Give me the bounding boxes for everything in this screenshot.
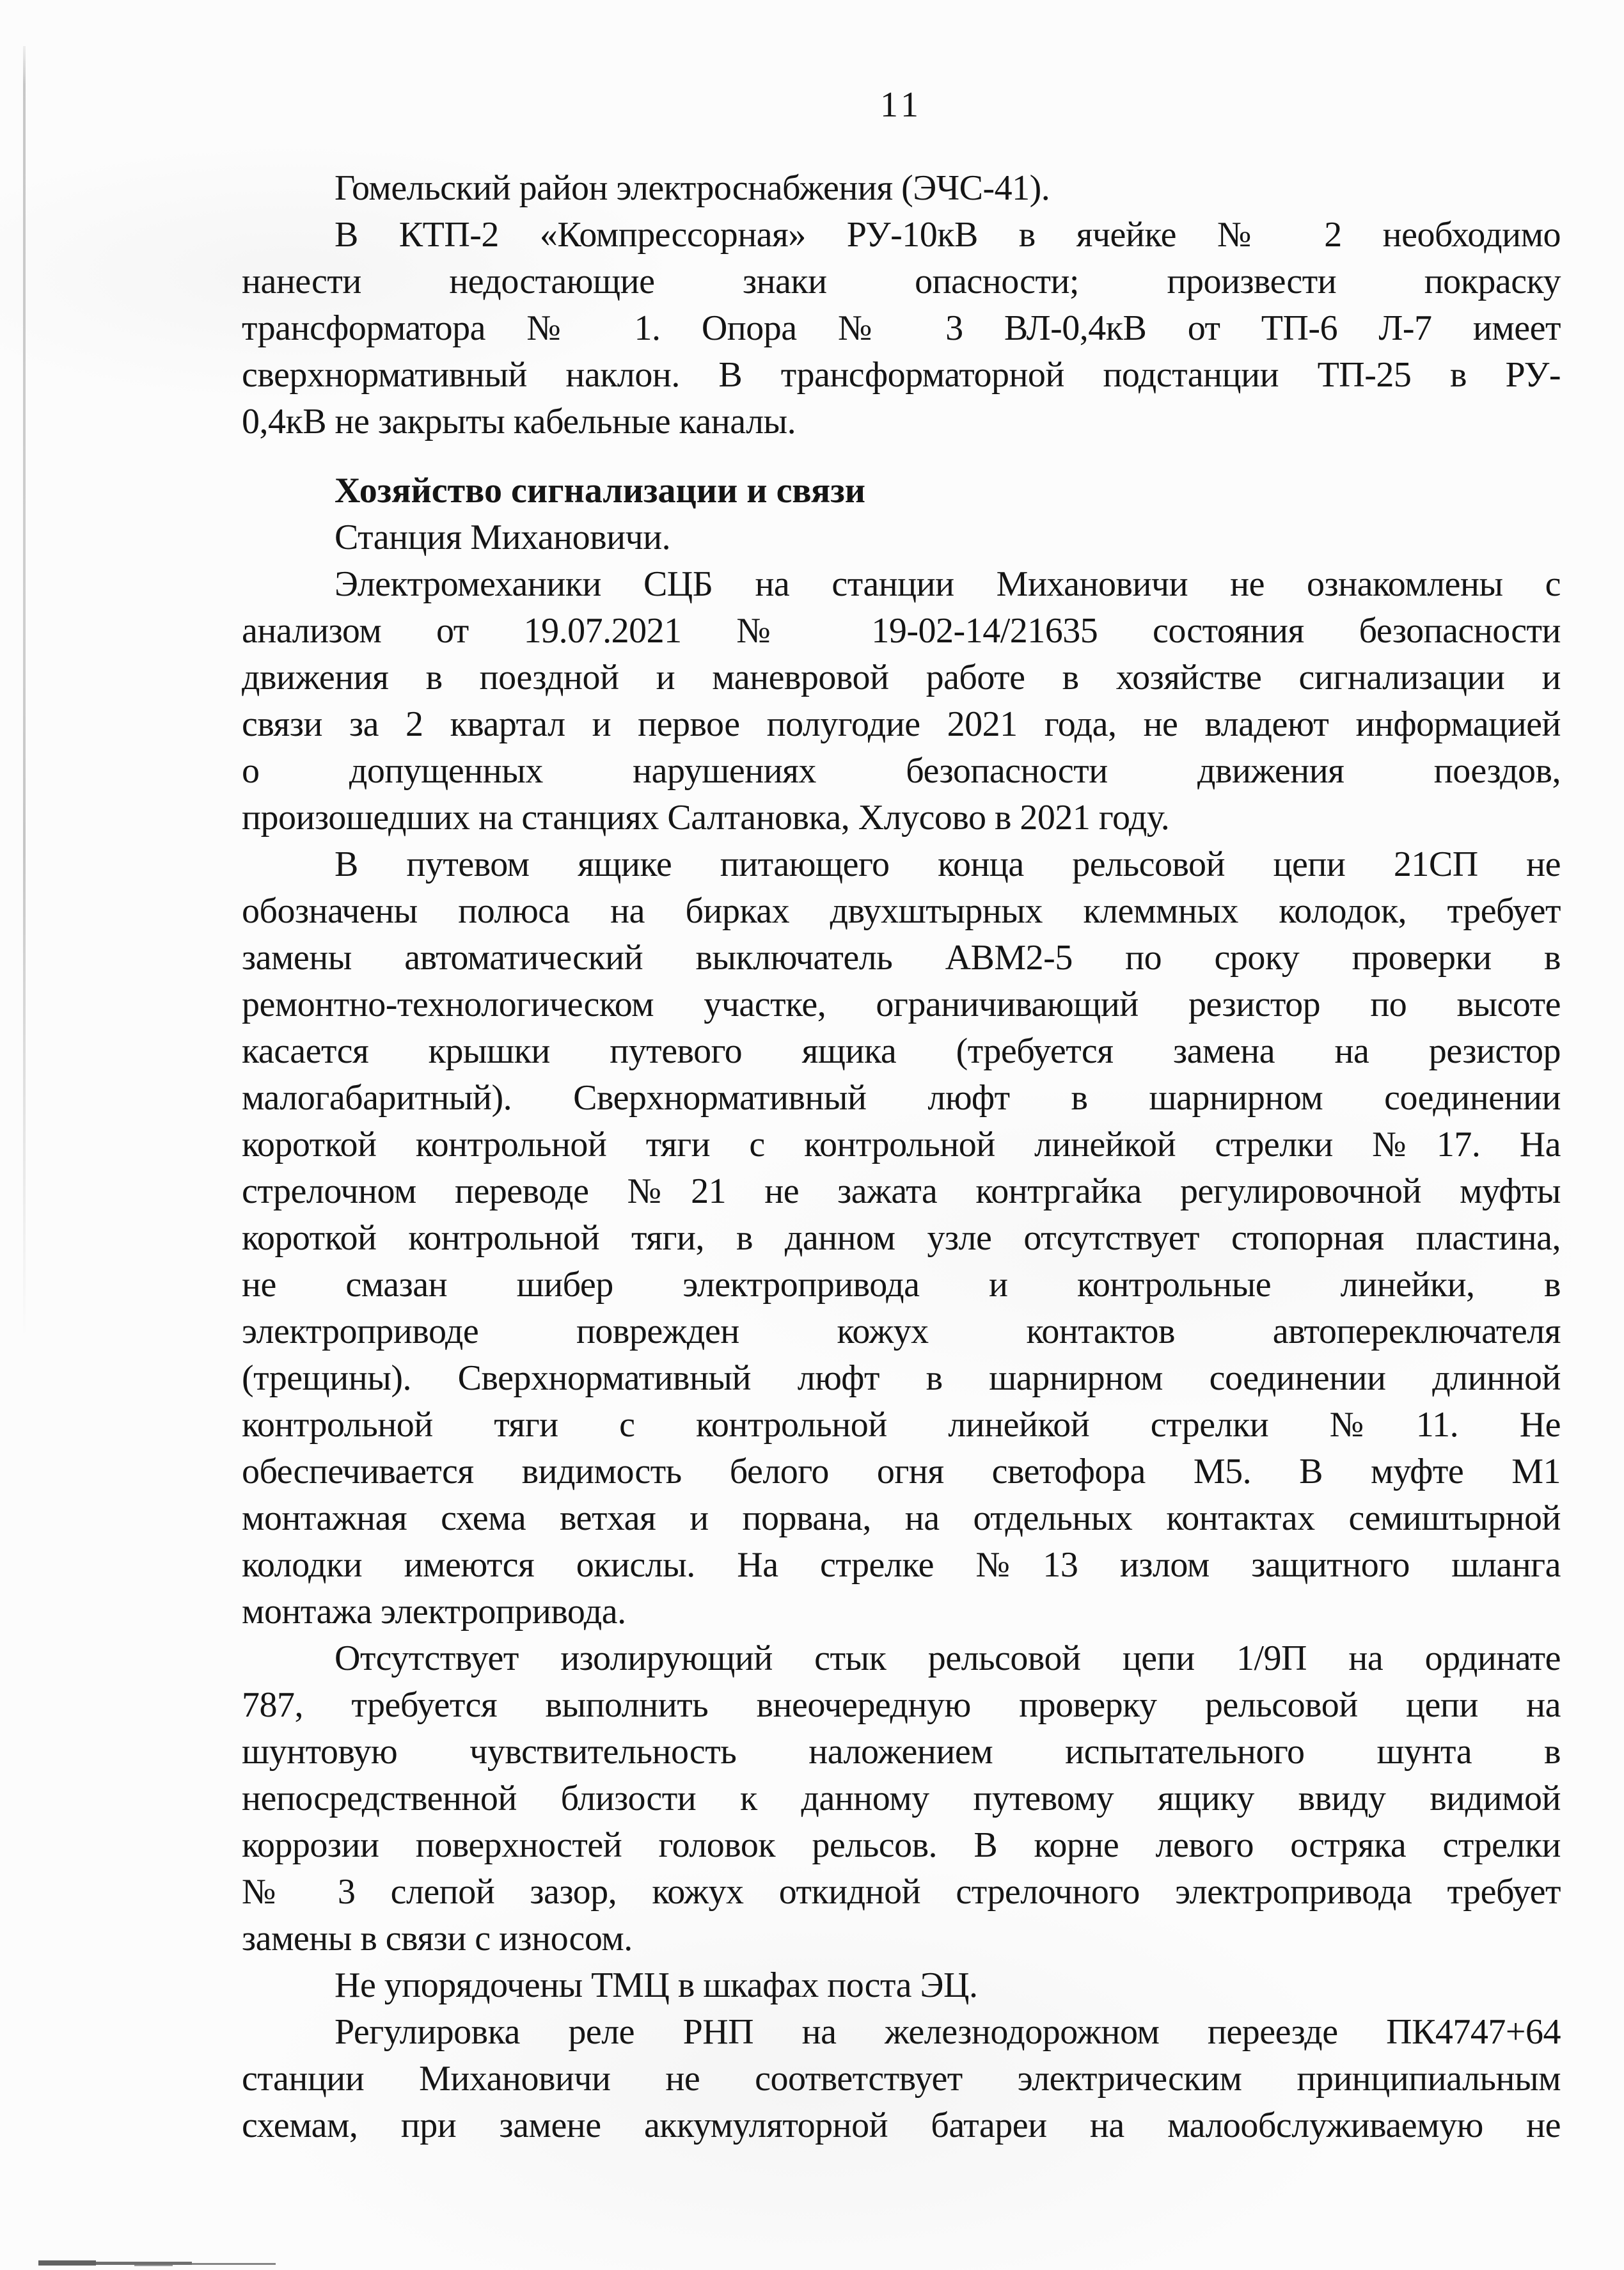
text-line: станции Михановичи не соответствует электрическим принципиальным — [242, 2059, 1561, 2099]
text-line: замены автоматический выключатель АВМ2-5 по сроку проверки в — [242, 938, 1561, 978]
text-line: контрольной тяги с контрольной линейкой стрелки №11. Не — [242, 1405, 1561, 1445]
text-line: непосредственной близости к данному путевому ящику ввиду видимой — [242, 1779, 1561, 1818]
text-line: малогабаритный). Сверхнормативный люфт в шарнирном соединении — [242, 1078, 1561, 1118]
text-line: ремонтно-технологическом участке, ограничивающий резистор по высоте — [242, 985, 1561, 1024]
text-line: (трещины). Сверхнормативный люфт в шарнирном соединении длинной — [242, 1358, 1561, 1398]
text-line: обеспечивается видимость белого огня светофора М5. В муфте М1 — [242, 1452, 1561, 1491]
scan-artifact-segment — [192, 2263, 276, 2265]
page-number: 11 — [880, 85, 922, 125]
text-line: касается крышки путевого ящика (требуется замена на резистор — [242, 1031, 1561, 1071]
section-heading: Хозяйство сигнализации и связи — [335, 471, 865, 511]
text-line: электроприводе поврежден кожух контактов автопереключателя — [242, 1312, 1561, 1351]
text-line: схемам, при замене аккумуляторной батареи на малообслуживаемую не — [242, 2106, 1561, 2145]
text-line: о допущенных нарушениях безопасности движения поездов, — [242, 751, 1561, 791]
text-line: Отсутствует изолирующий стык рельсовой цепи 1/9П на ординате — [335, 1639, 1561, 1678]
scan-artifact-segment — [134, 2265, 173, 2266]
text-line: сверхнормативный наклон. В трансформаторной подстанции ТП-25 в РУ- — [242, 355, 1561, 395]
text-line: связи за 2 квартал и первое полугодие 2021 года, не владеют информацией — [242, 704, 1561, 744]
text-line: В КТП-2 «Компрессорная» РУ-10кВ в ячейке № 2 необходимо — [335, 215, 1561, 255]
text-line: стрелочном переводе №21 не зажата контргайка регулировочной муфты — [242, 1171, 1561, 1211]
text-line: № 3 слепой зазор, кожух откидной стрелочного электропривода требует — [242, 1872, 1561, 1912]
text-line: трансформатора № 1. Опора № 3 ВЛ-0,4кВ от ТП-6 Л-7 имеет — [242, 308, 1561, 348]
text-line: Станция Михановичи. — [335, 518, 671, 557]
text-line: монтажа электропривода. — [242, 1592, 626, 1631]
text-line: замены в связи с износом. — [242, 1919, 633, 1958]
text-line: не смазан шибер электропривода и контрольные линейки, в — [242, 1265, 1561, 1305]
text-line: коррозии поверхностей головок рельсов. В корне левого остряка стрелки — [242, 1825, 1561, 1865]
text-line: движения в поездной и маневровой работе в хозяйстве сигнализации и — [242, 658, 1561, 697]
text-line: Электромеханики СЦБ на станции Михановичи не ознакомлены с — [335, 564, 1561, 604]
text-line: колодки имеются окислы. На стрелке №13 излом защитного шланга — [242, 1545, 1561, 1585]
text-line: короткой контрольной тяги, в данном узле отсутствует стопорная пластина, — [242, 1218, 1561, 1258]
text-line: 0,4кВ не закрыты кабельные каналы. — [242, 402, 796, 441]
text-line: короткой контрольной тяги с контрольной линейкой стрелки №17. На — [242, 1125, 1561, 1164]
text-line: монтажная схема ветхая и порвана, на отдельных контактах семиштырной — [242, 1498, 1561, 1538]
text-line: Гомельский район электроснабжения (ЭЧС-41). — [335, 168, 1050, 208]
scan-artifact-bottom-line — [38, 2260, 276, 2266]
scan-artifact-left-edge-line — [23, 46, 26, 1338]
text-line: нанести недостающие знаки опасности; произвести покраску — [242, 262, 1561, 301]
text-line: произошедших на станциях Салтановка, Хлусово в 2021 году. — [242, 798, 1170, 837]
text-line: анализом от 19.07.2021 № 19-02-14/21635 состояния безопасности — [242, 611, 1561, 651]
scan-artifact-segment — [38, 2260, 96, 2266]
text-line: шунтовую чувствительность наложением испытательного шунта в — [242, 1732, 1561, 1772]
text-line: обозначены полюса на бирках двухштырных клеммных колодок, требует — [242, 891, 1561, 931]
text-line: В путевом ящике питающего конца рельсовой цепи 21СП не — [335, 845, 1561, 884]
text-line: 787, требуется выполнить внеочередную проверку рельсовой цепи на — [242, 1685, 1561, 1725]
text-line: Не упорядочены ТМЦ в шкафах поста ЭЦ. — [335, 1965, 978, 2005]
document-body — [242, 165, 1561, 2149]
text-line: Регулировка реле РНП на железнодорожном переезде ПК4747+64 — [335, 2012, 1561, 2052]
